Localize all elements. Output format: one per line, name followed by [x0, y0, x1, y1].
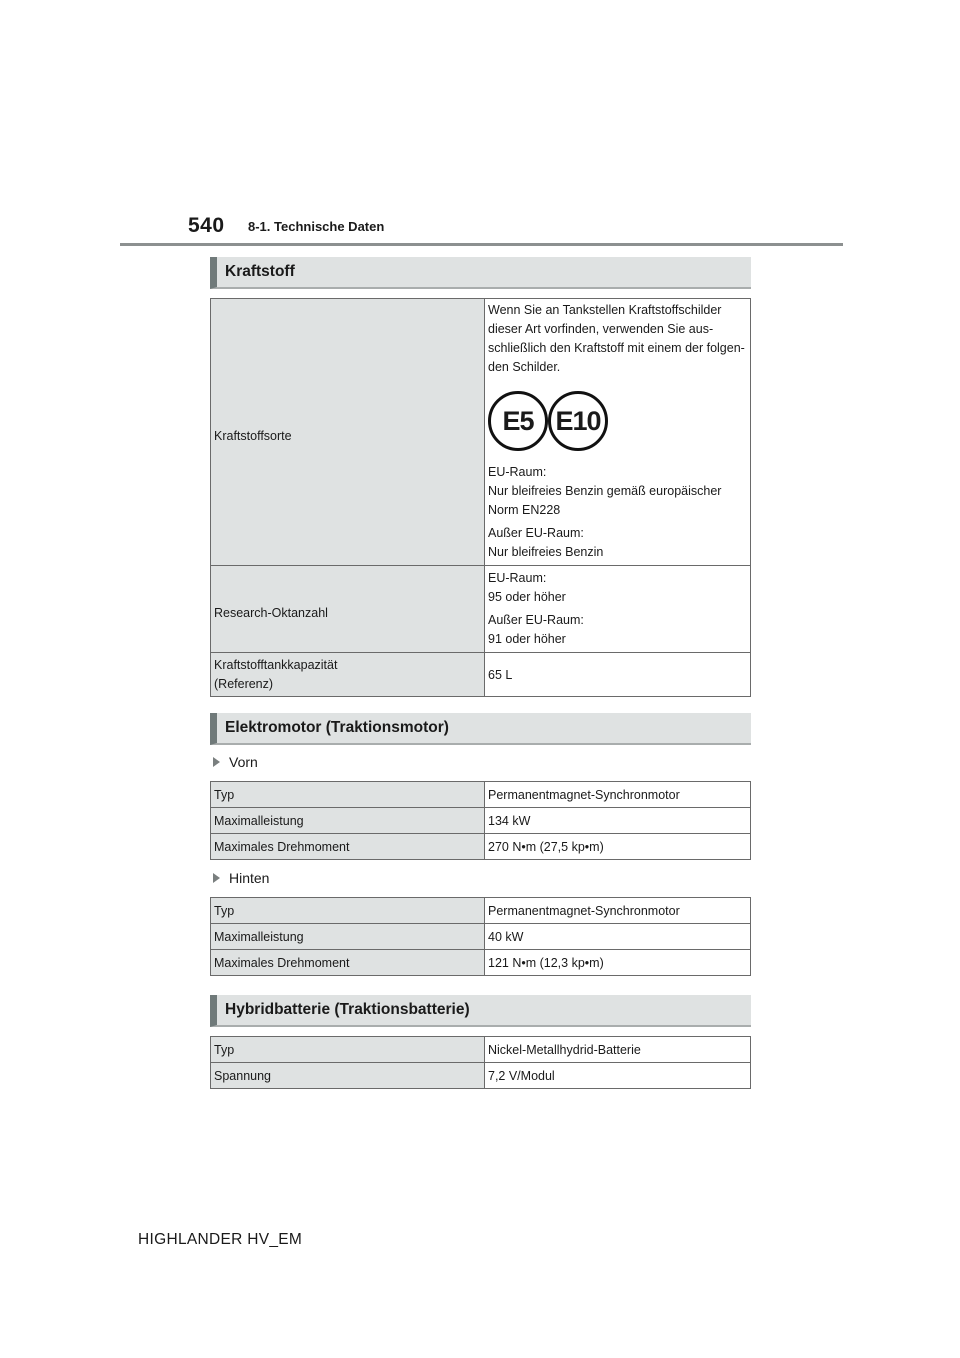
header-divider	[120, 243, 843, 246]
table-cell-label: Maximalleistung	[211, 808, 485, 834]
text-line: schließlich den Kraftstoff mit einem der folgen-	[488, 341, 745, 355]
text-line: (Referenz)	[214, 676, 274, 691]
table-cell-value: 134 kW	[485, 808, 751, 834]
section-heading-battery: Hybridbatterie (Traktionsbatterie)	[210, 995, 751, 1027]
fuel-label-badges	[488, 391, 747, 451]
table-row	[211, 653, 751, 697]
table-cell-label: Typ	[211, 1037, 485, 1063]
table-row	[211, 566, 751, 653]
text-line: Außer EU-Raum:	[488, 526, 584, 540]
text-line: Außer EU-Raum:	[488, 613, 584, 627]
table-cell-value: 7,2 V/Modul	[485, 1063, 751, 1089]
table-cell-value: Permanentmagnet-Synchronmotor	[485, 898, 751, 924]
table-row	[211, 950, 751, 976]
text-line: EU-Raum:	[488, 571, 547, 585]
table-cell-label: Typ	[211, 898, 485, 924]
section-heading-motor: Elektromotor (Traktionsmotor)	[210, 713, 751, 745]
table-cell-label: Maximalleistung	[211, 924, 485, 950]
subsection-title: Hinten	[229, 870, 270, 886]
text-line: 91 oder höher	[488, 632, 566, 646]
battery-table	[210, 1036, 751, 1089]
table-cell-value	[485, 299, 751, 566]
table-row	[211, 1063, 751, 1089]
section-heading-fuel: Kraftstoff	[210, 257, 751, 289]
table-cell-label: Spannung	[211, 1063, 485, 1089]
fuel-table	[210, 298, 751, 697]
table-cell-label: Maximales Drehmoment	[211, 950, 485, 976]
table-row	[211, 1037, 751, 1063]
e10-fuel-badge: E10	[548, 391, 608, 451]
text-line: Nur bleifreies Benzin	[488, 545, 604, 559]
table-cell-label: Research-Oktanzahl	[211, 566, 485, 653]
text-line: Norm EN228	[488, 503, 561, 517]
triangle-bullet-icon	[213, 873, 220, 883]
page-number: 540	[188, 214, 225, 237]
triangle-bullet-icon	[213, 757, 220, 767]
front-motor-table	[210, 781, 751, 860]
table-cell-label	[211, 653, 485, 697]
table-cell-value: 121 N•m (12,3 kp•m)	[485, 950, 751, 976]
document-footer: HIGHLANDER HV_EM	[138, 1231, 303, 1248]
page-header	[0, 0, 960, 250]
text-line: Kraftstofftankkapazität	[214, 657, 338, 672]
subsection-title: Vorn	[229, 754, 258, 770]
text-line: EU-Raum:	[488, 465, 547, 479]
text-line: Wenn Sie an Tankstellen Kraftstoffschilder	[488, 303, 722, 317]
table-cell-label: Maximales Drehmoment	[211, 834, 485, 860]
text-line: dieser Art vorfinden, verwenden Sie aus-	[488, 322, 714, 336]
text-line: 95 oder höher	[488, 590, 566, 604]
rear-motor-table	[210, 897, 751, 976]
subsection-front	[213, 754, 258, 770]
table-cell-label: Typ	[211, 782, 485, 808]
table-cell-value: 40 kW	[485, 924, 751, 950]
table-row	[211, 834, 751, 860]
table-cell-value: Permanentmagnet-Synchronmotor	[485, 782, 751, 808]
text-line: Nur bleifreies Benzin gemäß europäischer	[488, 484, 722, 498]
table-row	[211, 898, 751, 924]
table-row	[211, 808, 751, 834]
table-cell-value: 65 L	[485, 653, 751, 697]
text-line: den Schilder.	[488, 360, 561, 374]
table-row	[211, 924, 751, 950]
table-cell-label: Kraftstoffsorte	[211, 299, 485, 566]
table-row	[211, 782, 751, 808]
table-row	[211, 299, 751, 566]
e5-fuel-badge: E5	[488, 391, 548, 451]
subsection-rear	[213, 870, 269, 886]
chapter-title: 8-1. Technische Daten	[248, 219, 385, 234]
table-cell-value	[485, 566, 751, 653]
table-cell-value: 270 N•m (27,5 kp•m)	[485, 834, 751, 860]
table-cell-value: Nickel-Metallhydrid-Batterie	[485, 1037, 751, 1063]
